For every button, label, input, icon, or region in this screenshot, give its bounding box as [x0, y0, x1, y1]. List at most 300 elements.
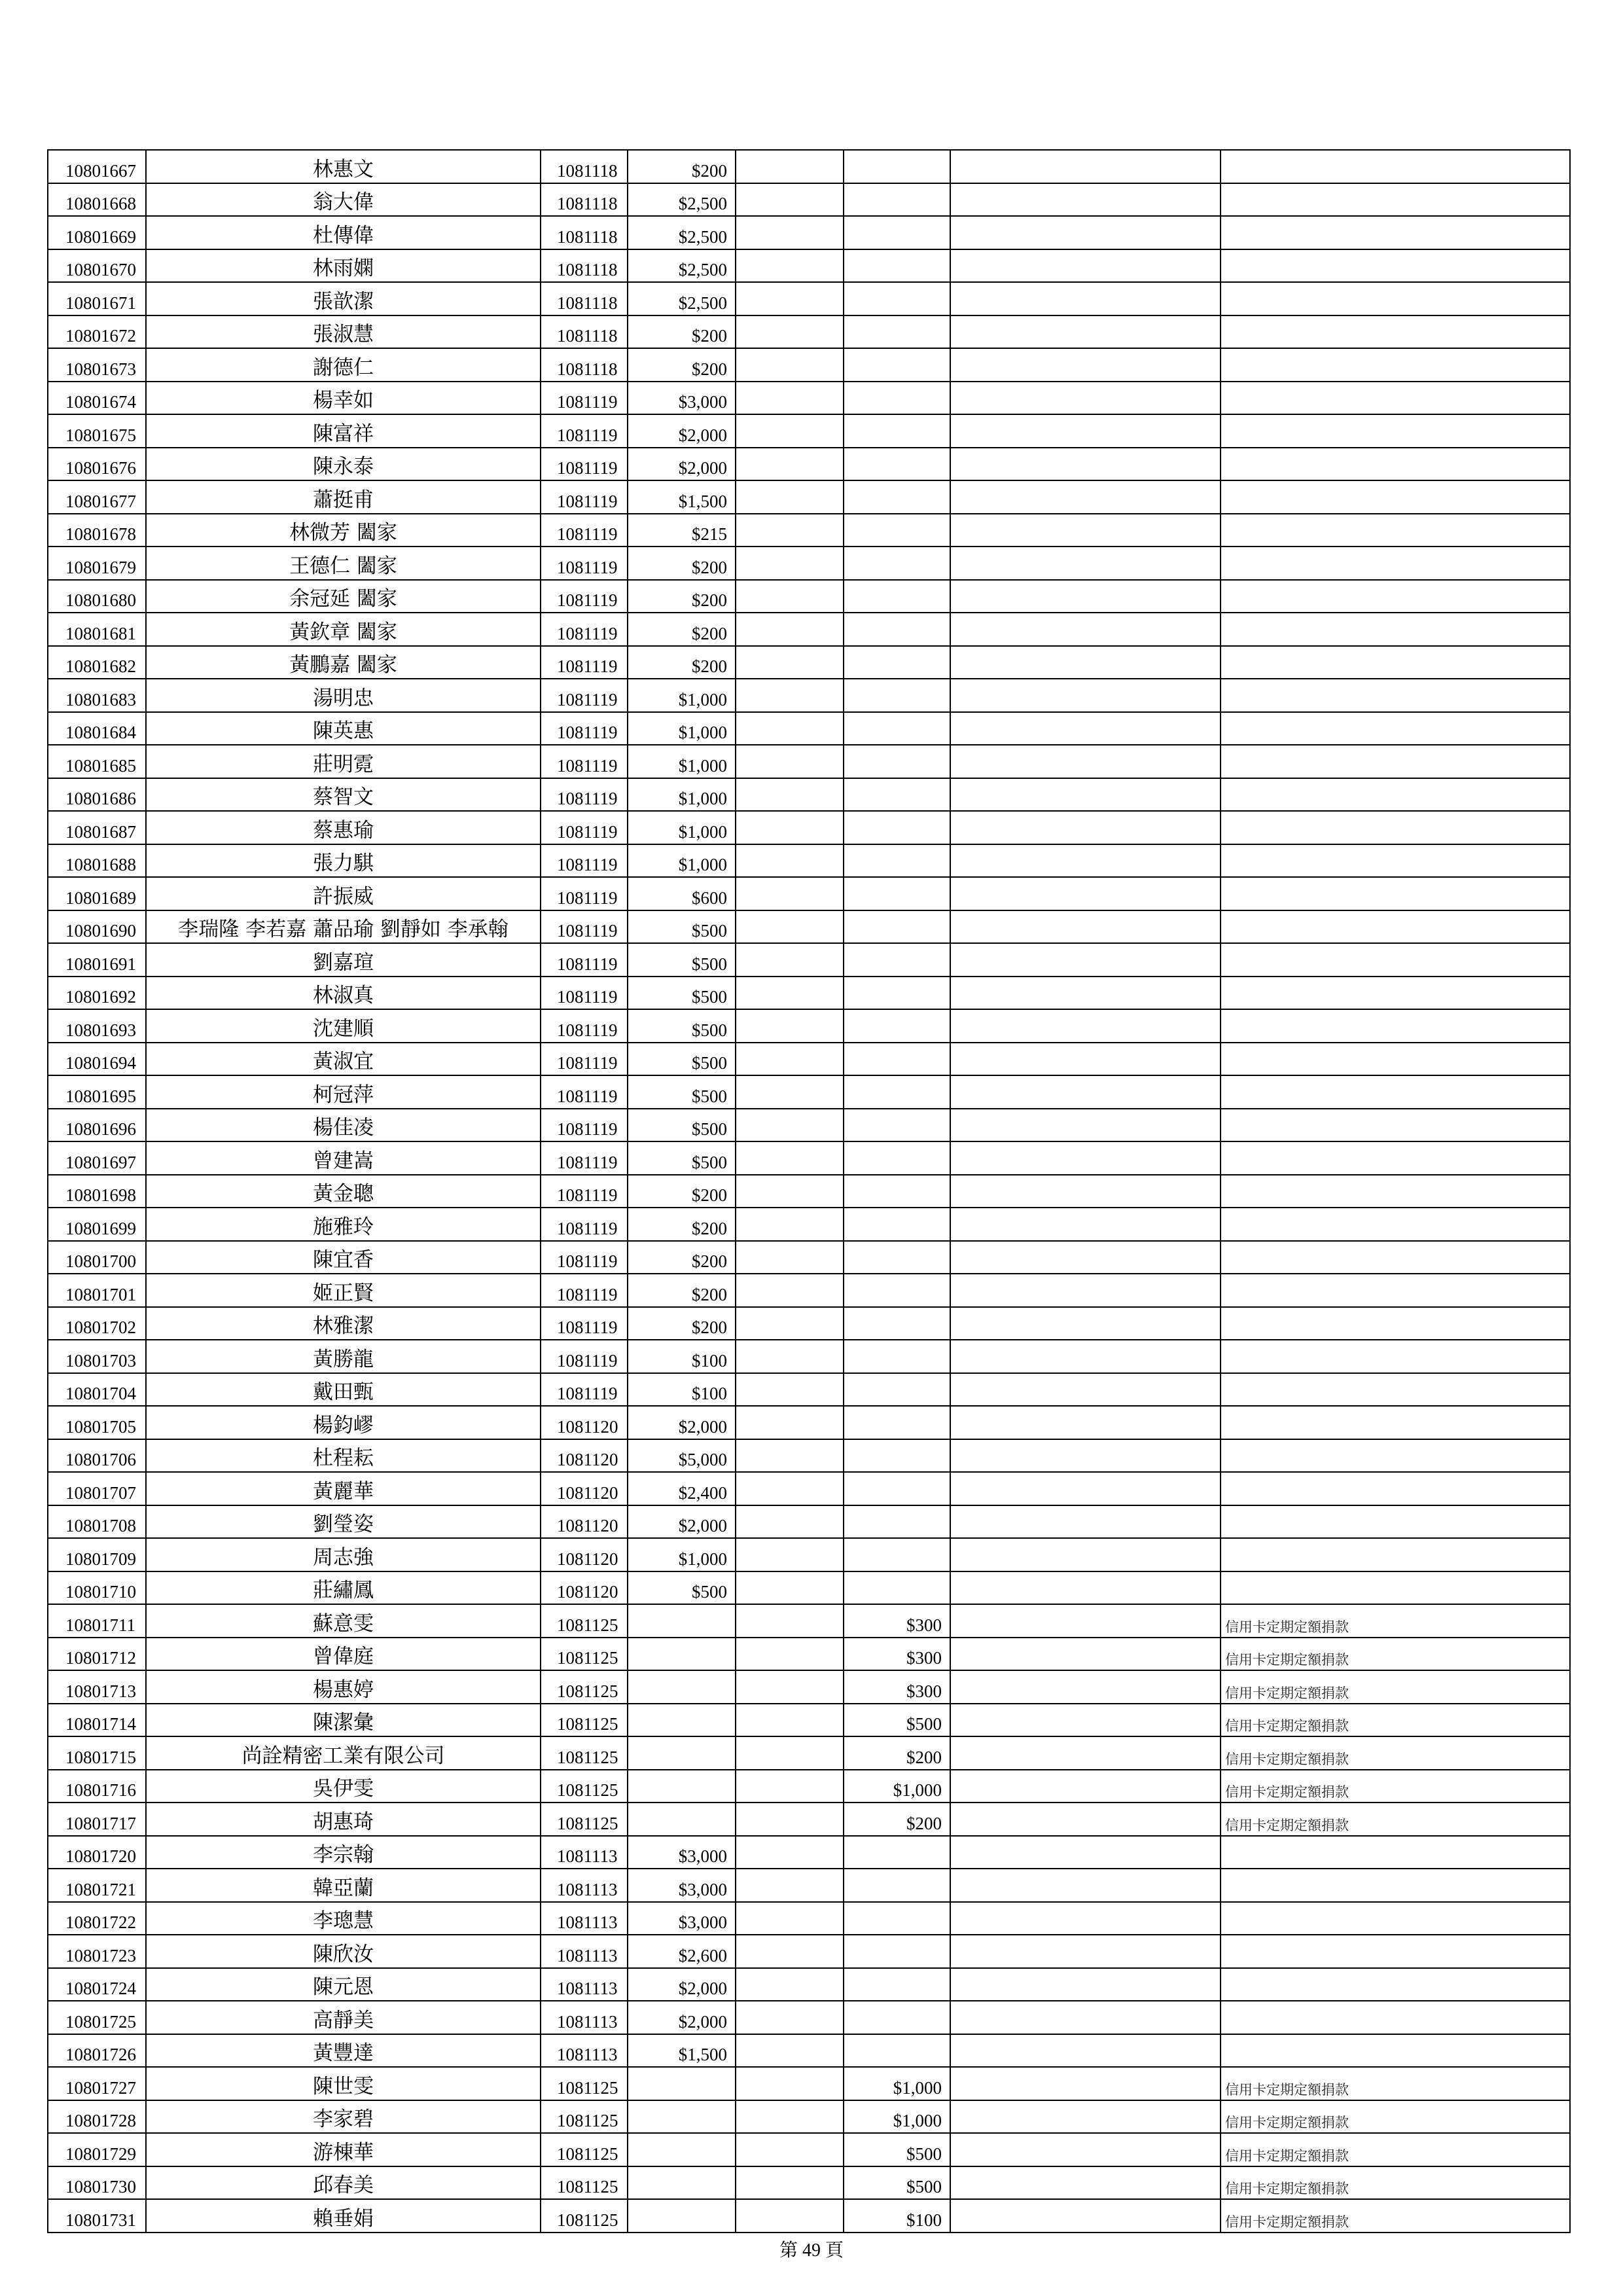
- receipt-number-cell: 10801670: [48, 249, 146, 283]
- blank-cell: [736, 1736, 844, 1770]
- receipt-number-cell: 10801721: [48, 1869, 146, 1902]
- blank-cell: [950, 2166, 1221, 2200]
- blank-cell: [736, 480, 844, 514]
- blank-cell: [736, 1472, 844, 1505]
- blank-cell: [950, 877, 1221, 910]
- amount-cell: $1,000: [628, 745, 736, 778]
- receipt-number-cell: 10801671: [48, 282, 146, 315]
- amount-cell: $1,000: [628, 679, 736, 712]
- receipt-number-cell: 10801674: [48, 382, 146, 415]
- donation-date-cell: 1081119: [541, 712, 628, 745]
- note-cell: 信用卡定期定額捐款: [1221, 2166, 1570, 2200]
- table-row: [48, 348, 1570, 382]
- blank-cell: [736, 910, 844, 944]
- donation-date-cell: 1081119: [541, 844, 628, 878]
- blank-cell: [736, 613, 844, 646]
- blank-cell: [950, 1340, 1221, 1373]
- table-row: [48, 910, 1570, 944]
- blank-cell: [736, 844, 844, 878]
- note-cell: 信用卡定期定額捐款: [1221, 2199, 1570, 2233]
- donation-date-cell: 1081118: [541, 249, 628, 283]
- blank-cell: [950, 1307, 1221, 1340]
- blank-cell: [736, 249, 844, 283]
- donation-date-cell: 1081118: [541, 183, 628, 217]
- blank-cell: [736, 1241, 844, 1274]
- receipt-number-cell: 10801701: [48, 1274, 146, 1307]
- note-cell: [1221, 1836, 1570, 1869]
- table-row: [48, 2166, 1570, 2200]
- table-row: [48, 1208, 1570, 1241]
- donor-name-cell: 曾建嵩: [146, 1141, 541, 1175]
- table-row: [48, 1043, 1570, 1076]
- amount-cell: $500: [628, 943, 736, 977]
- receipt-number-cell: 10801685: [48, 745, 146, 778]
- amount-cell: $3,000: [628, 1869, 736, 1902]
- blank-cell: [950, 2133, 1221, 2166]
- blank-cell: [736, 547, 844, 580]
- donor-name-cell: 施雅玲: [146, 1208, 541, 1241]
- donor-name-cell: 尚詮精密工業有限公司: [146, 1736, 541, 1770]
- amount-cell: $2,000: [628, 1968, 736, 2001]
- table-row: [48, 480, 1570, 514]
- receipt-number-cell: 10801705: [48, 1406, 146, 1439]
- amount-cell: $1,500: [628, 2034, 736, 2068]
- card-amount-cell: [844, 315, 950, 349]
- amount-cell: $500: [628, 1109, 736, 1142]
- donation-ledger-table: [47, 149, 1571, 2233]
- amount-cell: $500: [628, 910, 736, 944]
- donation-date-cell: 1081119: [541, 646, 628, 679]
- card-amount-cell: $300: [844, 1670, 950, 1704]
- blank-cell: [736, 1141, 844, 1175]
- note-cell: [1221, 844, 1570, 878]
- blank-cell: [950, 1175, 1221, 1208]
- donor-name-cell: 林淑真: [146, 977, 541, 1010]
- table-row: [48, 1241, 1570, 1274]
- donor-name-cell: 黃豐達: [146, 2034, 541, 2068]
- blank-cell: [736, 1902, 844, 1935]
- donation-date-cell: 1081119: [541, 1274, 628, 1307]
- note-cell: 信用卡定期定額捐款: [1221, 2067, 1570, 2100]
- donation-date-cell: 1081119: [541, 910, 628, 944]
- blank-cell: [950, 712, 1221, 745]
- blank-cell: [736, 414, 844, 448]
- amount-cell: $500: [628, 1571, 736, 1605]
- blank-cell: [736, 943, 844, 977]
- amount-cell: $500: [628, 1043, 736, 1076]
- table-row: [48, 1736, 1570, 1770]
- amount-cell: $200: [628, 1241, 736, 1274]
- donation-date-cell: 1081125: [541, 2100, 628, 2134]
- blank-cell: [950, 1009, 1221, 1043]
- blank-cell: [736, 1075, 844, 1109]
- blank-cell: [950, 844, 1221, 878]
- donor-name-cell: 陳世雯: [146, 2067, 541, 2100]
- blank-cell: [736, 1869, 844, 1902]
- blank-cell: [950, 1472, 1221, 1505]
- card-amount-cell: [844, 1373, 950, 1407]
- card-amount-cell: [844, 613, 950, 646]
- blank-cell: [736, 1373, 844, 1407]
- card-amount-cell: $200: [844, 1736, 950, 1770]
- note-cell: 信用卡定期定額捐款: [1221, 2133, 1570, 2166]
- donation-date-cell: 1081113: [541, 1902, 628, 1935]
- table-row: [48, 448, 1570, 481]
- receipt-number-cell: 10801687: [48, 811, 146, 844]
- blank-cell: [736, 2001, 844, 2034]
- donor-name-cell: 陳潔彙: [146, 1704, 541, 1737]
- table-row: [48, 1869, 1570, 1902]
- table-row: [48, 1075, 1570, 1109]
- blank-cell: [950, 943, 1221, 977]
- amount-cell: $200: [628, 580, 736, 613]
- amount-cell: [628, 1736, 736, 1770]
- blank-cell: [950, 1770, 1221, 1803]
- amount-cell: $3,000: [628, 1836, 736, 1869]
- donor-name-cell: 李璁慧: [146, 1902, 541, 1935]
- card-amount-cell: $300: [844, 1604, 950, 1638]
- donor-name-cell: 李家碧: [146, 2100, 541, 2134]
- donor-name-cell: 胡惠琦: [146, 1803, 541, 1836]
- donor-name-cell: 黃麗華: [146, 1472, 541, 1505]
- card-amount-cell: [844, 1902, 950, 1935]
- receipt-number-cell: 10801683: [48, 679, 146, 712]
- card-amount-cell: [844, 1075, 950, 1109]
- blank-cell: [950, 910, 1221, 944]
- donation-date-cell: 1081119: [541, 414, 628, 448]
- table-row: [48, 2001, 1570, 2034]
- blank-cell: [736, 745, 844, 778]
- blank-cell: [736, 315, 844, 349]
- blank-cell: [950, 1736, 1221, 1770]
- card-amount-cell: [844, 1505, 950, 1539]
- donor-name-cell: 周志強: [146, 1538, 541, 1571]
- amount-cell: [628, 1670, 736, 1704]
- blank-cell: [950, 778, 1221, 812]
- receipt-number-cell: 10801680: [48, 580, 146, 613]
- table-row: [48, 1439, 1570, 1473]
- amount-cell: $2,500: [628, 282, 736, 315]
- card-amount-cell: [844, 1208, 950, 1241]
- amount-cell: $2,500: [628, 216, 736, 249]
- receipt-number-cell: 10801681: [48, 613, 146, 646]
- blank-cell: [736, 2166, 844, 2200]
- amount-cell: $1,000: [628, 712, 736, 745]
- donation-date-cell: 1081125: [541, 2166, 628, 2200]
- blank-cell: [950, 811, 1221, 844]
- note-cell: [1221, 1935, 1570, 1968]
- blank-cell: [736, 1571, 844, 1605]
- card-amount-cell: [844, 414, 950, 448]
- donation-date-cell: 1081125: [541, 1704, 628, 1737]
- donation-date-cell: 1081119: [541, 382, 628, 415]
- table-row: [48, 382, 1570, 415]
- receipt-number-cell: 10801691: [48, 943, 146, 977]
- donor-name-cell: 王德仁 闔家: [146, 547, 541, 580]
- donation-date-cell: 1081118: [541, 348, 628, 382]
- donor-name-cell: 陳永泰: [146, 448, 541, 481]
- donor-name-cell: 莊繡鳳: [146, 1571, 541, 1605]
- card-amount-cell: [844, 811, 950, 844]
- table-row: [48, 1968, 1570, 2001]
- receipt-number-cell: 10801676: [48, 448, 146, 481]
- table-row: [48, 877, 1570, 910]
- table-row: [48, 1373, 1570, 1407]
- blank-cell: [736, 1604, 844, 1638]
- donor-name-cell: 李宗翰: [146, 1836, 541, 1869]
- donor-name-cell: 楊幸如: [146, 382, 541, 415]
- donor-name-cell: 高靜美: [146, 2001, 541, 2034]
- note-cell: [1221, 1340, 1570, 1373]
- card-amount-cell: [844, 1274, 950, 1307]
- donation-date-cell: 1081119: [541, 1075, 628, 1109]
- blank-cell: [736, 1043, 844, 1076]
- table-row: [48, 580, 1570, 613]
- donor-name-cell: 蔡惠瑜: [146, 811, 541, 844]
- receipt-number-cell: 10801694: [48, 1043, 146, 1076]
- note-cell: [1221, 778, 1570, 812]
- blank-cell: [736, 1770, 844, 1803]
- donation-date-cell: 1081119: [541, 1307, 628, 1340]
- donor-name-cell: 劉嘉瑄: [146, 943, 541, 977]
- blank-cell: [950, 1141, 1221, 1175]
- blank-cell: [736, 2133, 844, 2166]
- amount-cell: $3,000: [628, 1902, 736, 1935]
- note-cell: [1221, 448, 1570, 481]
- donor-name-cell: 杜程耘: [146, 1439, 541, 1473]
- blank-cell: [736, 1803, 844, 1836]
- blank-cell: [736, 1638, 844, 1671]
- donation-date-cell: 1081125: [541, 1638, 628, 1671]
- receipt-number-cell: 10801696: [48, 1109, 146, 1142]
- receipt-number-cell: 10801703: [48, 1340, 146, 1373]
- card-amount-cell: $500: [844, 2133, 950, 2166]
- note-cell: [1221, 877, 1570, 910]
- receipt-number-cell: 10801702: [48, 1307, 146, 1340]
- blank-cell: [950, 1241, 1221, 1274]
- receipt-number-cell: 10801686: [48, 778, 146, 812]
- receipt-number-cell: 10801724: [48, 1968, 146, 2001]
- blank-cell: [950, 1538, 1221, 1571]
- donor-name-cell: 黃勝龍: [146, 1340, 541, 1373]
- blank-cell: [736, 514, 844, 547]
- table-row: [48, 249, 1570, 283]
- donor-name-cell: 李瑞隆 李若嘉 蕭品瑜 劉靜如 李承翰: [146, 910, 541, 944]
- donor-name-cell: 韓亞蘭: [146, 1869, 541, 1902]
- donor-name-cell: 姬正賢: [146, 1274, 541, 1307]
- note-cell: [1221, 1175, 1570, 1208]
- receipt-number-cell: 10801706: [48, 1439, 146, 1473]
- blank-cell: [736, 1439, 844, 1473]
- card-amount-cell: [844, 1043, 950, 1076]
- table-row: [48, 2034, 1570, 2068]
- blank-cell: [950, 1505, 1221, 1539]
- donation-date-cell: 1081120: [541, 1571, 628, 1605]
- amount-cell: [628, 1704, 736, 1737]
- blank-cell: [736, 2034, 844, 2068]
- card-amount-cell: [844, 1175, 950, 1208]
- card-amount-cell: [844, 977, 950, 1010]
- note-cell: [1221, 1141, 1570, 1175]
- card-amount-cell: [844, 183, 950, 217]
- donation-date-cell: 1081119: [541, 613, 628, 646]
- blank-cell: [950, 348, 1221, 382]
- note-cell: [1221, 712, 1570, 745]
- donation-date-cell: 1081113: [541, 1836, 628, 1869]
- card-amount-cell: [844, 745, 950, 778]
- table-row: [48, 1175, 1570, 1208]
- amount-cell: $200: [628, 1307, 736, 1340]
- receipt-number-cell: 10801673: [48, 348, 146, 382]
- table-row: [48, 679, 1570, 712]
- amount-cell: $2,600: [628, 1935, 736, 1968]
- amount-cell: $500: [628, 977, 736, 1010]
- receipt-number-cell: 10801711: [48, 1604, 146, 1638]
- note-cell: [1221, 1208, 1570, 1241]
- donation-date-cell: 1081120: [541, 1505, 628, 1539]
- donor-name-cell: 游棟華: [146, 2133, 541, 2166]
- receipt-number-cell: 10801677: [48, 480, 146, 514]
- card-amount-cell: [844, 2001, 950, 2034]
- blank-cell: [950, 613, 1221, 646]
- card-amount-cell: [844, 1836, 950, 1869]
- donation-date-cell: 1081119: [541, 1009, 628, 1043]
- blank-cell: [950, 1439, 1221, 1473]
- amount-cell: [628, 2166, 736, 2200]
- donor-name-cell: 林雅潔: [146, 1307, 541, 1340]
- donation-date-cell: 1081119: [541, 580, 628, 613]
- receipt-number-cell: 10801716: [48, 1770, 146, 1803]
- blank-cell: [950, 1704, 1221, 1737]
- receipt-number-cell: 10801730: [48, 2166, 146, 2200]
- receipt-number-cell: 10801695: [48, 1075, 146, 1109]
- blank-cell: [950, 745, 1221, 778]
- donation-date-cell: 1081125: [541, 1736, 628, 1770]
- table-row: [48, 514, 1570, 547]
- donor-name-cell: 戴田甄: [146, 1373, 541, 1407]
- receipt-number-cell: 10801675: [48, 414, 146, 448]
- donor-name-cell: 蘇意雯: [146, 1604, 541, 1638]
- donation-date-cell: 1081119: [541, 480, 628, 514]
- note-cell: [1221, 150, 1570, 183]
- blank-cell: [950, 382, 1221, 415]
- receipt-number-cell: 10801698: [48, 1175, 146, 1208]
- blank-cell: [950, 646, 1221, 679]
- note-cell: [1221, 547, 1570, 580]
- blank-cell: [950, 1902, 1221, 1935]
- blank-cell: [950, 1604, 1221, 1638]
- amount-cell: $2,000: [628, 414, 736, 448]
- donation-date-cell: 1081113: [541, 2034, 628, 2068]
- note-cell: [1221, 1472, 1570, 1505]
- amount-cell: $2,500: [628, 249, 736, 283]
- table-row: [48, 778, 1570, 812]
- donation-date-cell: 1081119: [541, 877, 628, 910]
- note-cell: [1221, 1968, 1570, 2001]
- amount-cell: $1,000: [628, 1538, 736, 1571]
- amount-cell: $200: [628, 150, 736, 183]
- note-cell: [1221, 1241, 1570, 1274]
- note-cell: [1221, 943, 1570, 977]
- donor-name-cell: 蕭挺甫: [146, 480, 541, 514]
- table-row: [48, 1274, 1570, 1307]
- donation-date-cell: 1081119: [541, 811, 628, 844]
- receipt-number-cell: 10801708: [48, 1505, 146, 1539]
- amount-cell: $200: [628, 1175, 736, 1208]
- blank-cell: [736, 2199, 844, 2233]
- receipt-number-cell: 10801710: [48, 1571, 146, 1605]
- receipt-number-cell: 10801700: [48, 1241, 146, 1274]
- donation-date-cell: 1081119: [541, 679, 628, 712]
- amount-cell: $500: [628, 1141, 736, 1175]
- receipt-number-cell: 10801682: [48, 646, 146, 679]
- donor-name-cell: 蔡智文: [146, 778, 541, 812]
- note-cell: [1221, 910, 1570, 944]
- donor-name-cell: 許振威: [146, 877, 541, 910]
- donor-name-cell: 莊明霓: [146, 745, 541, 778]
- card-amount-cell: $1,000: [844, 2067, 950, 2100]
- donor-name-cell: 林微芳 闔家: [146, 514, 541, 547]
- note-cell: 信用卡定期定額捐款: [1221, 1604, 1570, 1638]
- donation-date-cell: 1081119: [541, 1109, 628, 1142]
- blank-cell: [736, 877, 844, 910]
- blank-cell: [950, 1075, 1221, 1109]
- card-amount-cell: [844, 1869, 950, 1902]
- note-cell: [1221, 1902, 1570, 1935]
- receipt-number-cell: 10801714: [48, 1704, 146, 1737]
- amount-cell: [628, 1604, 736, 1638]
- donor-name-cell: 黃金聰: [146, 1175, 541, 1208]
- blank-cell: [736, 183, 844, 217]
- card-amount-cell: $100: [844, 2199, 950, 2233]
- donor-name-cell: 陳宜香: [146, 1241, 541, 1274]
- donation-date-cell: 1081119: [541, 977, 628, 1010]
- table-row: [48, 1340, 1570, 1373]
- receipt-number-cell: 10801713: [48, 1670, 146, 1704]
- card-amount-cell: [844, 943, 950, 977]
- note-cell: 信用卡定期定額捐款: [1221, 1670, 1570, 1704]
- amount-cell: $100: [628, 1373, 736, 1407]
- table-row: [48, 1571, 1570, 1605]
- note-cell: [1221, 315, 1570, 349]
- receipt-number-cell: 10801693: [48, 1009, 146, 1043]
- table-row: [48, 646, 1570, 679]
- amount-cell: $2,000: [628, 448, 736, 481]
- blank-cell: [736, 1208, 844, 1241]
- receipt-number-cell: 10801723: [48, 1935, 146, 1968]
- note-cell: [1221, 811, 1570, 844]
- blank-cell: [950, 580, 1221, 613]
- receipt-number-cell: 10801704: [48, 1373, 146, 1407]
- table-row: [48, 1935, 1570, 1968]
- card-amount-cell: $500: [844, 1704, 950, 1737]
- donation-date-cell: 1081125: [541, 1803, 628, 1836]
- blank-cell: [736, 1307, 844, 1340]
- note-cell: [1221, 1571, 1570, 1605]
- donor-name-cell: 湯明忠: [146, 679, 541, 712]
- amount-cell: $200: [628, 1208, 736, 1241]
- donation-date-cell: 1081125: [541, 2133, 628, 2166]
- table-row: [48, 216, 1570, 249]
- table-row: [48, 1538, 1570, 1571]
- table-row: [48, 2067, 1570, 2100]
- blank-cell: [950, 1571, 1221, 1605]
- amount-cell: [628, 1638, 736, 1671]
- note-cell: [1221, 249, 1570, 283]
- blank-cell: [950, 2199, 1221, 2233]
- blank-cell: [736, 712, 844, 745]
- note-cell: [1221, 514, 1570, 547]
